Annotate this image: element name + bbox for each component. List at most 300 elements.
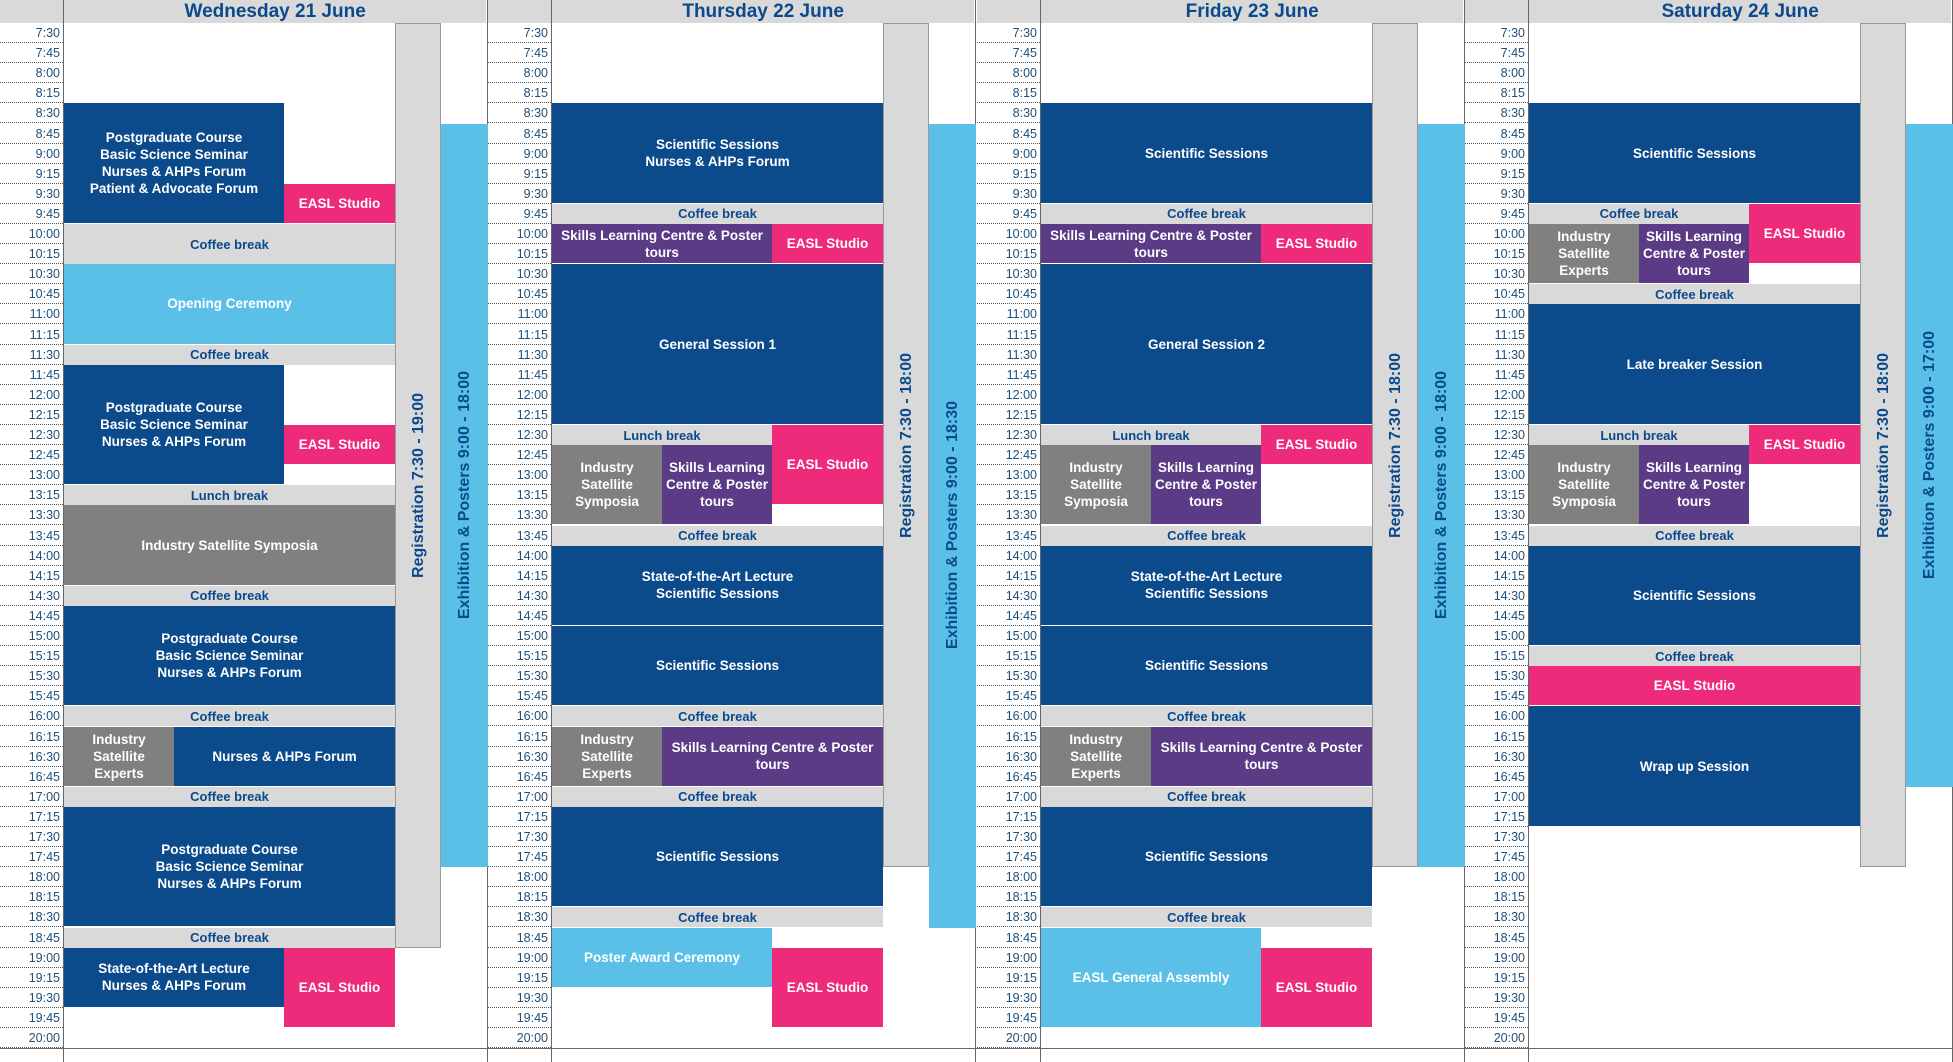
- time-label: 11:15: [0, 325, 63, 345]
- time-label: 17:45: [0, 847, 63, 867]
- time-label: 18:30: [1465, 907, 1528, 927]
- time-label: 8:30: [977, 103, 1040, 123]
- time-label: 8:15: [488, 83, 551, 103]
- break-slot[interactable]: Coffee break: [552, 787, 883, 807]
- session-block[interactable]: Late breaker Session: [1529, 304, 1860, 425]
- time-label: 10:30: [0, 264, 63, 284]
- time-label: 14:30: [977, 586, 1040, 606]
- registration-label: Registration 7:30 - 19:00: [409, 392, 427, 578]
- time-label: 12:30: [0, 425, 63, 445]
- time-label: 16:45: [1465, 767, 1528, 787]
- time-label: 17:15: [1465, 807, 1528, 827]
- session-block[interactable]: Scientific Sessions: [552, 807, 883, 908]
- time-label: 9:30: [0, 184, 63, 204]
- time-label: 11:45: [1465, 365, 1528, 385]
- break-slot[interactable]: Lunch break: [1041, 425, 1261, 445]
- time-label: 13:30: [0, 505, 63, 525]
- time-column-header: [0, 0, 63, 23]
- time-label: 18:00: [488, 867, 551, 887]
- time-label: 15:00: [977, 626, 1040, 646]
- time-label: 19:00: [488, 948, 551, 968]
- time-label: 7:45: [488, 43, 551, 63]
- break-slot[interactable]: Coffee break: [64, 787, 395, 807]
- time-label: 14:15: [0, 566, 63, 586]
- time-label: 8:15: [0, 83, 63, 103]
- time-label: 19:30: [0, 988, 63, 1008]
- session-block[interactable]: Scientific Sessions: [1529, 546, 1860, 647]
- time-label: 17:00: [1465, 787, 1528, 807]
- break-slot[interactable]: Coffee break: [64, 928, 395, 948]
- time-label: 13:15: [1465, 485, 1528, 505]
- time-label: 13:15: [977, 485, 1040, 505]
- time-label: 14:00: [977, 546, 1040, 566]
- time-label: 16:15: [488, 727, 551, 747]
- time-label: 14:15: [488, 566, 551, 586]
- easl-studio-slot[interactable]: EASL Studio: [772, 948, 883, 1028]
- time-label: 9:45: [488, 204, 551, 224]
- time-label: 11:00: [0, 304, 63, 324]
- session-block[interactable]: Industry Satellite Symposia: [1529, 445, 1639, 525]
- session-block[interactable]: General Session 2: [1041, 264, 1372, 425]
- time-label: 12:45: [0, 445, 63, 465]
- time-label: 19:00: [1465, 948, 1528, 968]
- session-block[interactable]: Industry Satellite Experts: [1041, 727, 1151, 787]
- time-label: 13:45: [488, 526, 551, 546]
- time-label: 16:45: [977, 767, 1040, 787]
- session-block[interactable]: Skills Learning Centre & Poster tours: [1151, 445, 1261, 525]
- registration-bar[interactable]: [1372, 23, 1418, 867]
- time-label: 18:00: [0, 867, 63, 887]
- time-label: 12:15: [488, 405, 551, 425]
- time-label: 7:45: [977, 43, 1040, 63]
- break-slot[interactable]: Coffee break: [64, 706, 395, 726]
- time-label: 10:15: [488, 244, 551, 264]
- time-label: 9:45: [0, 204, 63, 224]
- exhibition-label: Exhibition & Posters 9:00 - 18:00: [1433, 371, 1450, 620]
- break-slot[interactable]: Lunch break: [1529, 425, 1749, 445]
- session-block[interactable]: Skills Learning Centre & Poster tours: [662, 727, 883, 787]
- time-label: 19:45: [0, 1008, 63, 1028]
- time-label: 10:45: [0, 284, 63, 304]
- time-label: 8:45: [0, 124, 63, 144]
- time-label: 19:00: [0, 948, 63, 968]
- time-label: 19:30: [1465, 988, 1528, 1008]
- break-slot[interactable]: Coffee break: [1041, 706, 1372, 726]
- session-block[interactable]: Skills Learning Centre & Poster tours: [1639, 224, 1749, 284]
- session-block[interactable]: Skills Learning Centre & Poster tours: [1151, 727, 1372, 787]
- time-label: 14:45: [1465, 606, 1528, 626]
- registration-bar[interactable]: [883, 23, 929, 867]
- session-block[interactable]: Scientific Sessions: [552, 626, 883, 706]
- time-label: 13:45: [1465, 526, 1528, 546]
- time-label: 14:45: [488, 606, 551, 626]
- time-label: 17:30: [1465, 827, 1528, 847]
- time-label: 9:30: [488, 184, 551, 204]
- time-label: 8:45: [1465, 124, 1528, 144]
- time-label: 11:15: [1465, 325, 1528, 345]
- break-slot[interactable]: Coffee break: [552, 204, 883, 224]
- time-label: 14:30: [1465, 586, 1528, 606]
- registration-label: Registration 7:30 - 18:00: [1874, 352, 1892, 538]
- time-label: 11:30: [488, 345, 551, 365]
- time-label: 16:15: [0, 727, 63, 747]
- time-label: 13:15: [488, 485, 551, 505]
- time-label: 18:30: [488, 907, 551, 927]
- session-block[interactable]: Industry Satellite Experts: [1529, 224, 1639, 284]
- time-label: 16:15: [977, 727, 1040, 747]
- time-label: 17:15: [0, 807, 63, 827]
- time-label: 19:30: [977, 988, 1040, 1008]
- session-block[interactable]: State-of-the-Art Lecture Scientific Sessions: [552, 546, 883, 626]
- break-slot[interactable]: Coffee break: [1041, 907, 1372, 927]
- time-label: 16:00: [488, 706, 551, 726]
- exhibition-bar[interactable]: [441, 124, 488, 868]
- time-label: 12:00: [977, 385, 1040, 405]
- time-label: 16:30: [488, 747, 551, 767]
- time-label: 12:00: [1465, 385, 1528, 405]
- exhibition-label: Exhibition & Posters 9:00 - 18:30: [944, 401, 961, 650]
- session-block[interactable]: Industry Satellite Symposia: [552, 445, 662, 525]
- time-label: 18:30: [0, 907, 63, 927]
- time-label: 19:15: [977, 968, 1040, 988]
- session-block[interactable]: Scientific Sessions Nurses & AHPs Forum: [552, 103, 883, 204]
- session-block[interactable]: Skills Learning Centre & Poster tours: [662, 445, 772, 525]
- time-label: 14:00: [0, 546, 63, 566]
- break-slot[interactable]: Coffee break: [552, 907, 883, 927]
- day-header: Wednesday 21 June: [64, 0, 486, 23]
- time-label: 15:30: [1465, 666, 1528, 686]
- time-label: 17:15: [488, 807, 551, 827]
- break-slot[interactable]: Coffee break: [1529, 526, 1860, 546]
- session-block[interactable]: State-of-the-Art Lecture Scientific Sessions: [1041, 546, 1372, 626]
- easl-studio-slot[interactable]: EASL Studio: [284, 948, 395, 1028]
- session-block[interactable]: Skills Learning Centre & Poster tours: [1639, 445, 1749, 525]
- time-label: 18:15: [488, 887, 551, 907]
- time-label: 19:15: [1465, 968, 1528, 988]
- time-label: 16:00: [977, 706, 1040, 726]
- time-label: 10:30: [1465, 264, 1528, 284]
- session-block[interactable]: Industry Satellite Symposia: [64, 505, 395, 585]
- time-label: 9:30: [977, 184, 1040, 204]
- time-label: 9:15: [977, 164, 1040, 184]
- session-block[interactable]: State-of-the-Art Lecture Nurses & AHPs Forum: [64, 948, 284, 1008]
- time-label: 15:15: [488, 646, 551, 666]
- time-label: 15:45: [0, 686, 63, 706]
- time-label: 20:00: [488, 1028, 551, 1048]
- time-label: 16:00: [1465, 706, 1528, 726]
- time-label: 17:15: [977, 807, 1040, 827]
- session-block[interactable]: Postgraduate Course Basic Science Seminar Nurses & AHPs Forum: [64, 606, 395, 707]
- break-slot[interactable]: Coffee break: [1041, 204, 1372, 224]
- time-label: 10:30: [488, 264, 551, 284]
- time-label: 13:45: [0, 526, 63, 546]
- time-label: 15:30: [977, 666, 1040, 686]
- break-slot[interactable]: Coffee break: [552, 526, 883, 546]
- time-label: 18:45: [0, 928, 63, 948]
- time-label: 13:30: [488, 505, 551, 525]
- time-label: 12:00: [0, 385, 63, 405]
- time-label: 12:15: [1465, 405, 1528, 425]
- time-label: 15:15: [977, 646, 1040, 666]
- time-label: 11:15: [488, 325, 551, 345]
- session-block[interactable]: Nurses & AHPs Forum: [174, 727, 395, 787]
- time-label: 15:30: [0, 666, 63, 686]
- time-label: 12:30: [977, 425, 1040, 445]
- break-slot[interactable]: Coffee break: [1041, 787, 1372, 807]
- time-label: 11:30: [977, 345, 1040, 365]
- time-label: 16:45: [0, 767, 63, 787]
- time-label: 9:15: [488, 164, 551, 184]
- time-label: 11:30: [0, 345, 63, 365]
- time-label: 9:00: [977, 144, 1040, 164]
- time-label: 9:45: [977, 204, 1040, 224]
- time-column-header: [488, 0, 551, 23]
- time-label: 17:45: [977, 847, 1040, 867]
- time-label: 10:00: [977, 224, 1040, 244]
- break-slot[interactable]: Lunch break: [64, 485, 395, 505]
- bottom-border: [0, 1048, 1953, 1049]
- time-label: 10:00: [488, 224, 551, 244]
- session-block[interactable]: Scientific Sessions: [1529, 103, 1860, 204]
- time-column-header: [977, 0, 1040, 23]
- time-label: 7:30: [1465, 23, 1528, 43]
- session-block[interactable]: Postgraduate Course Basic Science Seminar Nurses & AHPs Forum: [64, 807, 395, 928]
- time-label: 16:45: [488, 767, 551, 787]
- time-label: 15:15: [1465, 646, 1528, 666]
- time-label: 15:00: [0, 626, 63, 646]
- time-label: 12:15: [977, 405, 1040, 425]
- time-label: 8:30: [1465, 103, 1528, 123]
- time-label: 12:15: [0, 405, 63, 425]
- time-label: 17:45: [1465, 847, 1528, 867]
- time-label: 10:30: [977, 264, 1040, 284]
- exhibition-bar[interactable]: [929, 124, 976, 928]
- easl-studio-slot[interactable]: EASL Studio: [284, 425, 395, 465]
- easl-studio-slot[interactable]: EASL Studio: [1749, 425, 1860, 465]
- time-label: 16:00: [0, 706, 63, 726]
- session-block[interactable]: Scientific Sessions: [1041, 807, 1372, 908]
- time-label: 18:30: [977, 907, 1040, 927]
- time-label: 12:30: [1465, 425, 1528, 445]
- time-label: 10:00: [0, 224, 63, 244]
- time-label: 16:15: [1465, 727, 1528, 747]
- time-label: 11:45: [977, 365, 1040, 385]
- time-label: 18:45: [1465, 928, 1528, 948]
- break-slot[interactable]: Coffee break: [1041, 526, 1372, 546]
- time-label: 11:00: [488, 304, 551, 324]
- time-label: 14:45: [0, 606, 63, 626]
- session-block[interactable]: Postgraduate Course Basic Science Seminar Nurses & AHPs Forum: [64, 365, 284, 486]
- time-label: 15:30: [488, 666, 551, 686]
- exhibition-label: Exhibition & Posters 9:00 - 17:00: [1921, 331, 1938, 580]
- easl-studio-slot[interactable]: EASL Studio: [284, 184, 395, 224]
- time-label: 17:30: [0, 827, 63, 847]
- time-label: 14:45: [977, 606, 1040, 626]
- time-label: 10:45: [1465, 284, 1528, 304]
- time-label: 7:45: [0, 43, 63, 63]
- time-label: 9:00: [0, 144, 63, 164]
- time-label: 18:45: [488, 928, 551, 948]
- time-label: 19:45: [1465, 1008, 1528, 1028]
- time-label: 14:00: [1465, 546, 1528, 566]
- time-label: 9:00: [1465, 144, 1528, 164]
- time-label: 11:00: [977, 304, 1040, 324]
- time-label: 14:30: [0, 586, 63, 606]
- time-label: 9:30: [1465, 184, 1528, 204]
- time-label: 17:00: [977, 787, 1040, 807]
- time-label: 13:15: [0, 485, 63, 505]
- time-label: 18:15: [1465, 887, 1528, 907]
- time-label: 20:00: [1465, 1028, 1528, 1048]
- break-slot[interactable]: Coffee break: [1529, 646, 1860, 666]
- session-block[interactable]: Industry Satellite Symposia: [1041, 445, 1151, 525]
- session-block[interactable]: Industry Satellite Experts: [552, 727, 662, 787]
- time-label: 19:15: [0, 968, 63, 988]
- time-label: 17:30: [977, 827, 1040, 847]
- time-label: 19:15: [488, 968, 551, 988]
- session-block[interactable]: Scientific Sessions: [1041, 626, 1372, 706]
- time-label: 8:15: [1465, 83, 1528, 103]
- time-label: 8:00: [977, 63, 1040, 83]
- time-label: 9:00: [488, 144, 551, 164]
- time-label: 18:45: [977, 928, 1040, 948]
- day-header: Saturday 24 June: [1529, 0, 1951, 23]
- time-label: 13:30: [977, 505, 1040, 525]
- break-slot[interactable]: Coffee break: [64, 345, 395, 365]
- time-label: 10:15: [977, 244, 1040, 264]
- time-label: 19:30: [488, 988, 551, 1008]
- easl-studio-slot[interactable]: EASL Studio: [772, 224, 883, 264]
- time-label: 15:00: [1465, 626, 1528, 646]
- time-label: 16:30: [977, 747, 1040, 767]
- time-label: 20:00: [0, 1028, 63, 1048]
- session-block[interactable]: Industry Satellite Experts: [64, 727, 174, 787]
- time-label: 7:45: [1465, 43, 1528, 63]
- time-label: 7:30: [977, 23, 1040, 43]
- time-label: 19:00: [977, 948, 1040, 968]
- session-block[interactable]: Postgraduate Course Basic Science Seminar Nurses & AHPs Forum Patient & Advocate Forum: [64, 103, 284, 224]
- time-label: 13:00: [977, 465, 1040, 485]
- time-label: 10:00: [1465, 224, 1528, 244]
- time-label: 13:00: [0, 465, 63, 485]
- time-column-header: [1465, 0, 1528, 23]
- time-label: 20:00: [977, 1028, 1040, 1048]
- registration-bar[interactable]: [395, 23, 441, 948]
- time-label: 10:15: [1465, 244, 1528, 264]
- time-label: 12:30: [488, 425, 551, 445]
- time-label: 17:30: [488, 827, 551, 847]
- session-block[interactable]: Scientific Sessions: [1041, 103, 1372, 204]
- time-label: 11:00: [1465, 304, 1528, 324]
- time-label: 11:45: [0, 365, 63, 385]
- time-label: 13:00: [488, 465, 551, 485]
- time-label: 13:30: [1465, 505, 1528, 525]
- time-label: 8:00: [488, 63, 551, 83]
- time-label: 14:00: [488, 546, 551, 566]
- time-label: 18:15: [977, 887, 1040, 907]
- time-label: 15:45: [977, 686, 1040, 706]
- day-header: Thursday 22 June: [552, 0, 974, 23]
- session-block[interactable]: Skills Learning Centre & Poster tours: [1041, 224, 1261, 264]
- break-slot[interactable]: Coffee break: [1529, 284, 1860, 304]
- time-label: 8:30: [488, 103, 551, 123]
- time-label: 8:45: [977, 124, 1040, 144]
- easl-studio-slot[interactable]: EASL Studio: [1529, 666, 1860, 706]
- time-label: 8:00: [0, 63, 63, 83]
- session-block[interactable]: General Session 1: [552, 264, 883, 425]
- time-label: 14:15: [977, 566, 1040, 586]
- break-slot[interactable]: Coffee break: [1529, 204, 1749, 224]
- time-label: 18:00: [977, 867, 1040, 887]
- easl-studio-slot[interactable]: EASL Studio: [1261, 224, 1372, 264]
- time-label: 15:45: [488, 686, 551, 706]
- easl-studio-slot[interactable]: EASL Studio: [772, 425, 883, 505]
- exhibition-bar[interactable]: [1418, 124, 1465, 868]
- time-label: 16:30: [0, 747, 63, 767]
- session-block[interactable]: Opening Ceremony: [64, 264, 395, 344]
- time-label: 9:15: [1465, 164, 1528, 184]
- time-label: 16:30: [1465, 747, 1528, 767]
- time-label: 9:45: [1465, 204, 1528, 224]
- exhibition-label: Exhibition & Posters 9:00 - 18:00: [456, 371, 473, 620]
- time-label: 8:15: [977, 83, 1040, 103]
- time-label: 12:45: [488, 445, 551, 465]
- session-block[interactable]: EASL General Assembly: [1041, 928, 1261, 1029]
- break-slot[interactable]: Coffee break: [552, 706, 883, 726]
- time-label: 10:15: [0, 244, 63, 264]
- time-label: 11:45: [488, 365, 551, 385]
- time-label: 14:30: [488, 586, 551, 606]
- time-label: 13:45: [977, 526, 1040, 546]
- time-label: 8:30: [0, 103, 63, 123]
- break-slot[interactable]: Lunch break: [552, 425, 772, 445]
- time-label: 11:30: [1465, 345, 1528, 365]
- time-label: 10:45: [977, 284, 1040, 304]
- time-label: 17:00: [488, 787, 551, 807]
- time-label: 13:00: [1465, 465, 1528, 485]
- time-label: 9:15: [0, 164, 63, 184]
- time-label: 19:45: [488, 1008, 551, 1028]
- session-block[interactable]: Wrap up Session: [1529, 706, 1860, 827]
- time-label: 7:30: [0, 23, 63, 43]
- easl-studio-slot[interactable]: EASL Studio: [1261, 425, 1372, 465]
- time-label: 19:45: [977, 1008, 1040, 1028]
- session-block[interactable]: Poster Award Ceremony: [552, 928, 772, 988]
- exhibition-bar[interactable]: [1906, 124, 1953, 787]
- day-header: Friday 23 June: [1041, 0, 1463, 23]
- time-label: 11:15: [977, 325, 1040, 345]
- time-label: 14:15: [1465, 566, 1528, 586]
- time-label: 17:00: [0, 787, 63, 807]
- easl-studio-slot[interactable]: EASL Studio: [1261, 948, 1372, 1028]
- break-slot[interactable]: Coffee break: [64, 224, 395, 264]
- time-label: 12:45: [977, 445, 1040, 465]
- time-label: 15:15: [0, 646, 63, 666]
- time-label: 18:00: [1465, 867, 1528, 887]
- time-label: 12:00: [488, 385, 551, 405]
- registration-bar[interactable]: [1860, 23, 1906, 867]
- session-block[interactable]: Skills Learning Centre & Poster tours: [552, 224, 772, 264]
- time-label: 7:30: [488, 23, 551, 43]
- time-label: 17:45: [488, 847, 551, 867]
- registration-label: Registration 7:30 - 18:00: [897, 352, 915, 538]
- break-slot[interactable]: Coffee break: [64, 586, 395, 606]
- time-label: 15:45: [1465, 686, 1528, 706]
- time-label: 12:45: [1465, 445, 1528, 465]
- easl-studio-slot[interactable]: EASL Studio: [1749, 204, 1860, 264]
- time-label: 8:45: [488, 124, 551, 144]
- time-label: 8:00: [1465, 63, 1528, 83]
